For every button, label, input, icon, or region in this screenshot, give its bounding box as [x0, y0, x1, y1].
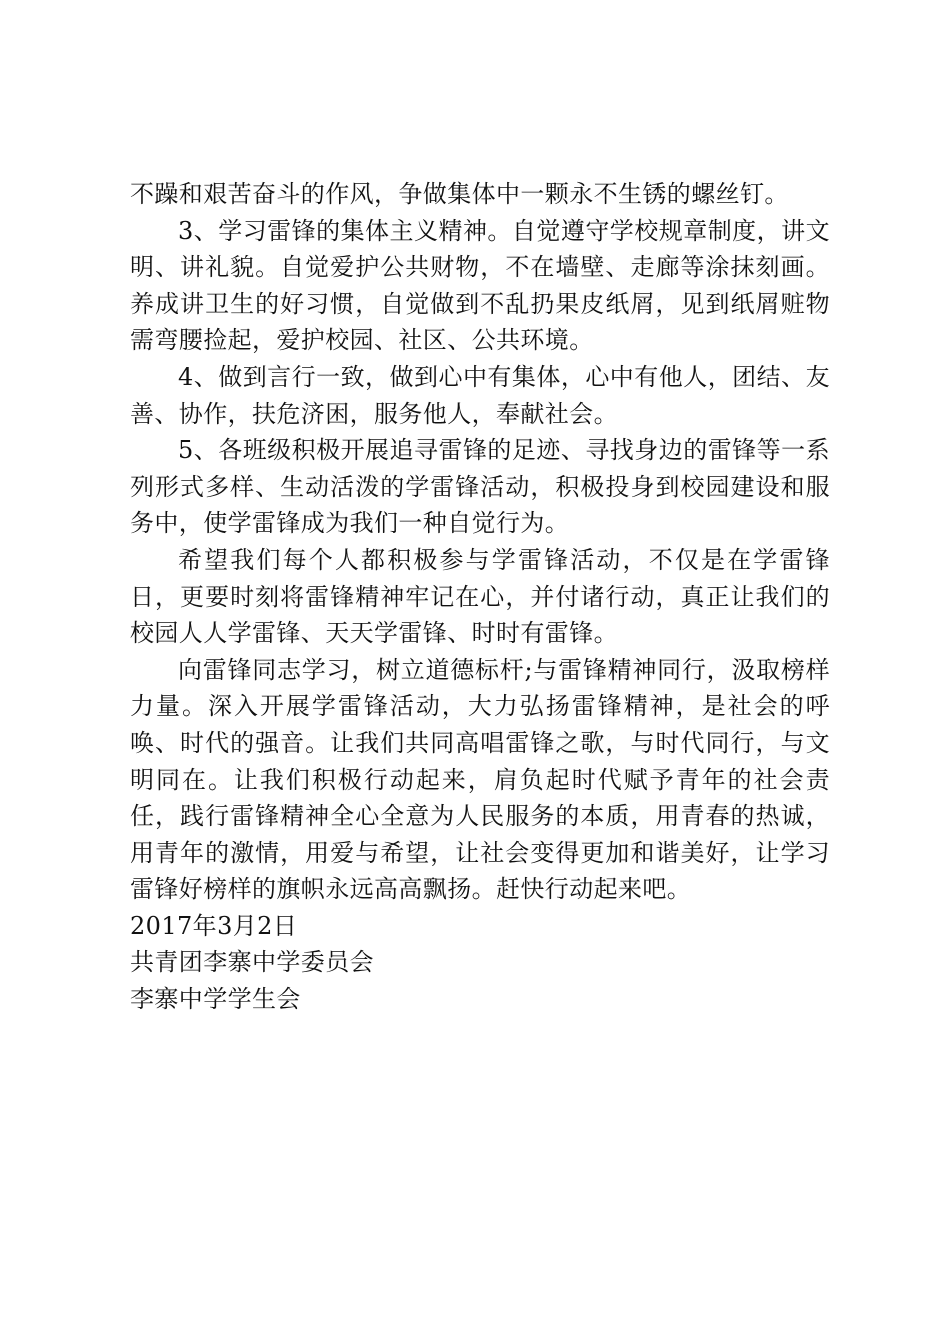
paragraph-item-4: 4、做到言行一致，做到心中有集体，心中有他人，团结、友善、协作，扶危济困，服务他人，奉献社会。: [130, 362, 830, 428]
paragraph-closing: 向雷锋同志学习，树立道德标杆;与雷锋精神同行，汲取榜样力量。深入开展学雷锋活动，大力弘扬雷锋精神，是社会的呼唤、时代的强音。让我们共同高唱雷锋之歌，与时代同行，与文明同在。让我们积极行动起来，肩负起时代赋予青年的社会责任，践行雷锋精神全心全意为人民服务的本质，用青春的热诚，用青年的激情，用爱与希望，让社会变得更加和谐美好，让学习雷锋好榜样的旗帜永远高高飘扬。赶快行动起来吧。: [130, 655, 830, 904]
signature-org-league: 共青团李寨中学委员会: [130, 948, 374, 977]
paragraph-item-5: 5、各班级积极开展追寻雷锋的足迹、寻找身边的雷锋等一系列形式多样、生动活泼的学雷锋活动，积极投身到校园建设和服务中，使学雷锋成为我们一种自觉行为。: [130, 436, 830, 538]
paragraph-item-3: 3、学习雷锋的集体主义精神。自觉遵守学校规章制度，讲文明、讲礼貌。自觉爱护公共财物，不在墙壁、走廊等涂抹刻画。养成讲卫生的好习惯，自觉做到不乱扔果皮纸屑，见到纸屑赃物需弯腰捡起，爱护校园、社区、公共环境。: [130, 216, 830, 355]
signature-org-student-union: 李寨中学学生会: [130, 985, 301, 1014]
document-body: [130, 176, 830, 1018]
paragraph-hope: 希望我们每个人都积极参与学雷锋活动，不仅是在学雷锋日，更要时刻将雷锋精神牢记在心，并付诸行动，真正让我们的校园人人学雷锋、天天学雷锋、时时有雷锋。: [130, 545, 830, 648]
signature-date: 2017年3月2日: [130, 911, 298, 940]
paragraph-continuation: 不躁和艰苦奋斗的作风，争做集体中一颗永不生锈的螺丝钉。: [130, 180, 789, 208]
